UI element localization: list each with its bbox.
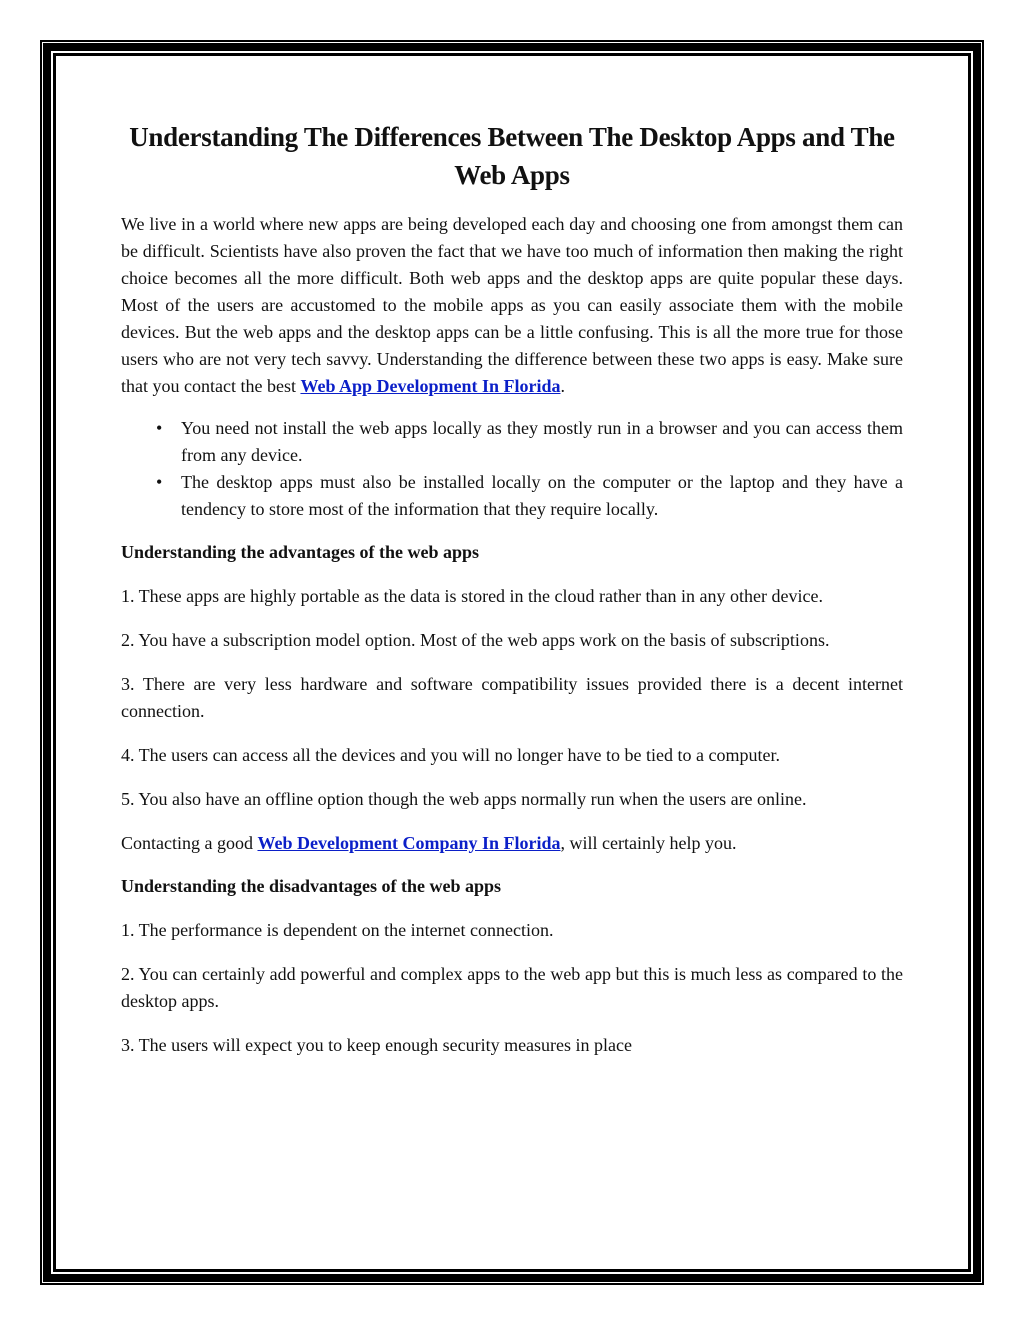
web-development-company-link[interactable]: Web Development Company In Florida xyxy=(257,833,561,853)
intro-text: We live in a world where new apps are being developed each day and choosing one from amongst them can be difficult. Scientists have also proven the fact that we have too much of information then making the right choice becomes all the more difficult. Both web apps and the desktop apps are quite popular these days. Most of the users are accustomed to the mobile apps as you can easily associate them with the mobile devices. But the web apps and the desktop apps can be a little confusing. This is all the more true for those users who are not very tech savvy. Understanding the difference between these two apps is easy. Make sure that you contact the best xyxy=(121,214,903,396)
contact-text: Contacting a good xyxy=(121,833,258,853)
disadvantages-heading: Understanding the disadvantages of the web apps xyxy=(121,876,502,896)
advantages-heading: Understanding the advantages of the web apps xyxy=(121,542,480,562)
document-body xyxy=(121,118,903,1059)
intro-end: . xyxy=(560,376,565,396)
advantage-item: 2. You have a subscription model option. Most of the web apps work on the basis of subscriptions. xyxy=(121,630,830,650)
advantage-item: 1. These apps are highly portable as the data is stored in the cloud rather than in any other device. xyxy=(121,586,823,606)
bullet-list xyxy=(121,415,903,523)
advantage-item: 3. There are very less hardware and software compatibility issues provided there is a decent internet connection. xyxy=(121,674,903,721)
advantage-item: 5. You also have an offline option though the web apps normally run when the users are online. xyxy=(121,789,807,809)
contact-paragraph xyxy=(121,830,903,857)
document-title: Understanding The Differences Between The Desktop Apps and The Web Apps xyxy=(129,122,895,190)
disadvantage-item: 2. You can certainly add powerful and complex apps to the web app but this is much less as compared to the desktop apps. xyxy=(121,964,903,1011)
web-app-development-link[interactable]: Web App Development In Florida xyxy=(300,376,561,396)
advantage-item: 4. The users can access all the devices and you will no longer have to be tied to a computer. xyxy=(121,745,780,765)
bullet-item: • You need not install the web apps locally as they mostly run in a browser and you can access them from any device. xyxy=(181,415,903,469)
intro-paragraph xyxy=(121,211,903,400)
disadvantage-item: 3. The users will expect you to keep enough security measures in place xyxy=(121,1035,633,1055)
contact-end: , will certainly help you. xyxy=(560,833,737,853)
disadvantage-item: 1. The performance is dependent on the internet connection. xyxy=(121,920,554,940)
bullet-item: • The desktop apps must also be installed locally on the computer or the laptop and they have a tendency to store most of the information that they require locally. xyxy=(181,469,903,523)
